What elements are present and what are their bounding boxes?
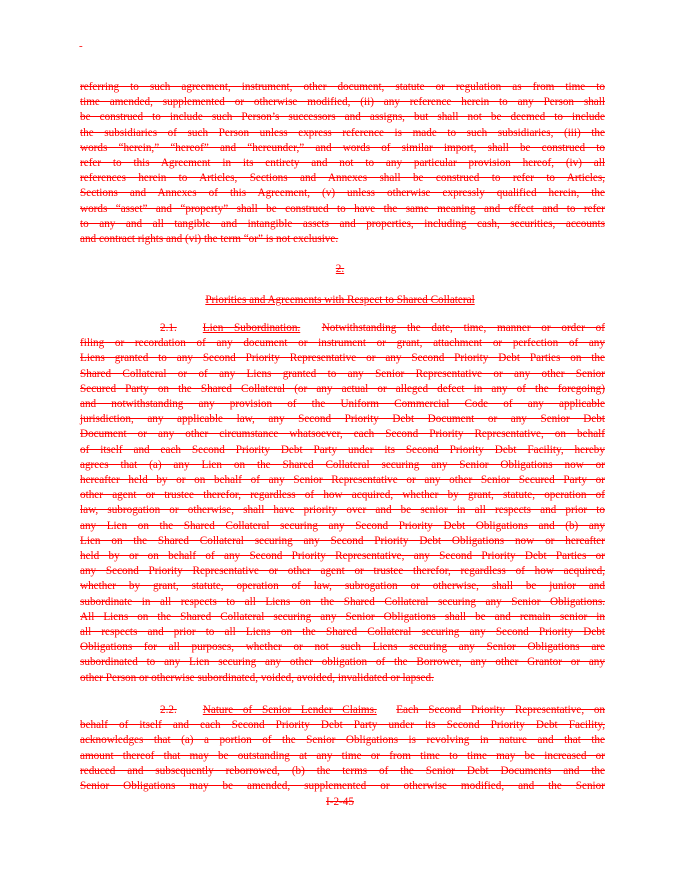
para1-line: and contract rights and (vi) the term “or” is not exclusive. <box>80 233 339 245</box>
section-2-1-line: Liens granted to any Second Priority Representative or any Second Priority Debt Parties on the <box>80 352 605 365</box>
section-2-1-title: Lien Subordination. <box>202 322 301 334</box>
section-2-1-line: and notwithstanding any provision of the Uniform Commercial Code of any applicable <box>80 398 605 410</box>
section-2-1-number: 2.1. <box>160 322 177 334</box>
article-title <box>0 293 680 308</box>
section-2-2-number: 2.2. <box>160 704 177 716</box>
section-2-1-line: whether by grant, statute, operation of law, subrogation or otherwise, shall be junior and <box>80 580 605 593</box>
section-2-1-line: other agent or trustee therefor, regardless of how acquired, whether by grant, statute, operation of <box>80 489 605 502</box>
section-2-1-line: Shared Collateral or of any Liens granted to any Senior Representative or any other Senior <box>80 367 605 380</box>
article-number-text: 2. <box>335 263 345 275</box>
section-2-2-title: Nature of Senior Lender Claims. <box>202 704 377 716</box>
para1-line: to any and all tangible and intangible assets and properties, including cash, securities, accounts <box>80 217 605 230</box>
section-2-1-line: of itself and each Second Priority Debt Party under its Second Priority Debt Facility, hereby <box>80 443 605 456</box>
section-2-1-line: held by or on behalf of any Second Priority Representative, any Second Priority Debt Parties or <box>80 550 605 562</box>
section-2-2-line: reduced and subsequently reborrowed, (b) the terms of the Senior Debt Documents and the <box>80 764 605 777</box>
para1-line: referring to such agreement, instrument, other document, statute or regulation as from time to <box>80 81 605 93</box>
section-2-1-line: subordinated to any Lien securing any other obligation of the Borrower, any other Grantor or any <box>80 656 605 669</box>
section-2-1-line: Secured Party on the Shared Collateral (or any actual or alleged defect in any of the foregoing) <box>80 382 605 395</box>
para1-line: Sections and Annexes of this Agreement, (v) unless otherwise expressly qualified herein, the <box>80 187 605 200</box>
para1-line: words “herein,” “hereof” and “hereunder,” and words of similar import, shall be construed to <box>80 141 605 154</box>
section-2-1-line: hereafter held by or on behalf of any Senior Representative or any other Senior Secured Party or <box>80 474 605 486</box>
section-2-1-line: agrees that (a) any Lien on the Shared Collateral securing any Senior Obligations now or <box>80 458 605 471</box>
section-2-1-line: All Liens on the Shared Collateral securing any Senior Obligations shall be and remain senior in <box>80 610 605 623</box>
article-number <box>0 262 680 277</box>
section-2-1-first-line <box>160 321 605 336</box>
para1-line: references herein to Articles, Sections and Annexes shall be construed to refer to Articles, <box>80 172 605 185</box>
section-2-1-line: Obligations for all purposes, whether or not such Liens securing any Senior Obligations are <box>80 641 605 654</box>
revision-mark: - <box>79 40 83 52</box>
section-2-1-line: law, subrogation or otherwise, shall have priority over and be senior in all respects and prior to <box>80 504 605 517</box>
para1-line: time amended, supplemented or otherwise modified, (ii) any reference herein to any Person shall <box>80 96 605 109</box>
section-2-1-line: Lien on the Shared Collateral securing any Second Priority Debt Obligations now or hereafter <box>80 534 605 547</box>
section-2-1-line: any Second Priority Representative or other agent or trustee therefor, regardless of how acquired, <box>80 565 605 578</box>
section-2-1-line: all respects and prior to all Liens on the Shared Collateral securing any Second Priority Debt <box>80 626 605 638</box>
para1-line: refer to this Agreement in its entirety and not to any particular provision hereof, (iv) all <box>80 157 605 169</box>
section-2-1-line: Document or any other circumstance whatsoever, each Second Priority Representative, on behalf <box>80 428 605 441</box>
section-2-1-line: filing or recordation of any document or instrument or grant, attachment or perfection of any <box>80 337 605 350</box>
section-2-2-line: behalf of itself and each Second Priority Debt Party under its Second Priority Debt Facility, <box>80 719 605 732</box>
section-2-2-line: acknowledges that (a) a portion of the Senior Obligations is revolving in nature and that the <box>80 734 605 747</box>
section-2-1-line: subordinate in all respects to all Liens on the Shared Collateral securing any Senior Obligations. <box>80 595 605 608</box>
section-2-2-line: Senior Obligations may be amended, supplemented or otherwise modified, and the Senior <box>80 780 605 792</box>
page-number: I-2-45 <box>326 796 354 808</box>
section-2-2-line: amount thereof that may be outstanding at any time or from time to time may be increased or <box>80 749 605 762</box>
section-2-1-line: jurisdiction, any applicable law, any Second Priority Debt Document or any Senior Debt <box>80 413 605 426</box>
section-2-1-line: any Lien on the Shared Collateral securing any Second Priority Debt Obligations and (b) any <box>80 519 605 532</box>
section-2-1-first-line-rest: Notwithstanding the date, time, manner or order of <box>321 322 606 334</box>
article-title-text: Priorities and Agreements with Respect to Shared Collateral <box>205 294 475 306</box>
section-2-1-line: other Person or otherwise subordinated, voided, avoided, invalidated or lapsed. <box>80 671 434 684</box>
para1-line: the subsidiaries of such Person unless express reference is made to such subsidiaries, (iii) the <box>80 126 605 139</box>
section-2-2-first-line <box>160 703 605 718</box>
section-2-2-first-line-rest: Each Second Priority Representative, on <box>396 704 606 716</box>
para1-line: be construed to include such Person’s successors and assigns, but shall not be deemed to include <box>80 111 605 124</box>
para1-line: words “asset” and “property” shall be construed to have the same meaning and effect and to refer <box>80 202 605 215</box>
